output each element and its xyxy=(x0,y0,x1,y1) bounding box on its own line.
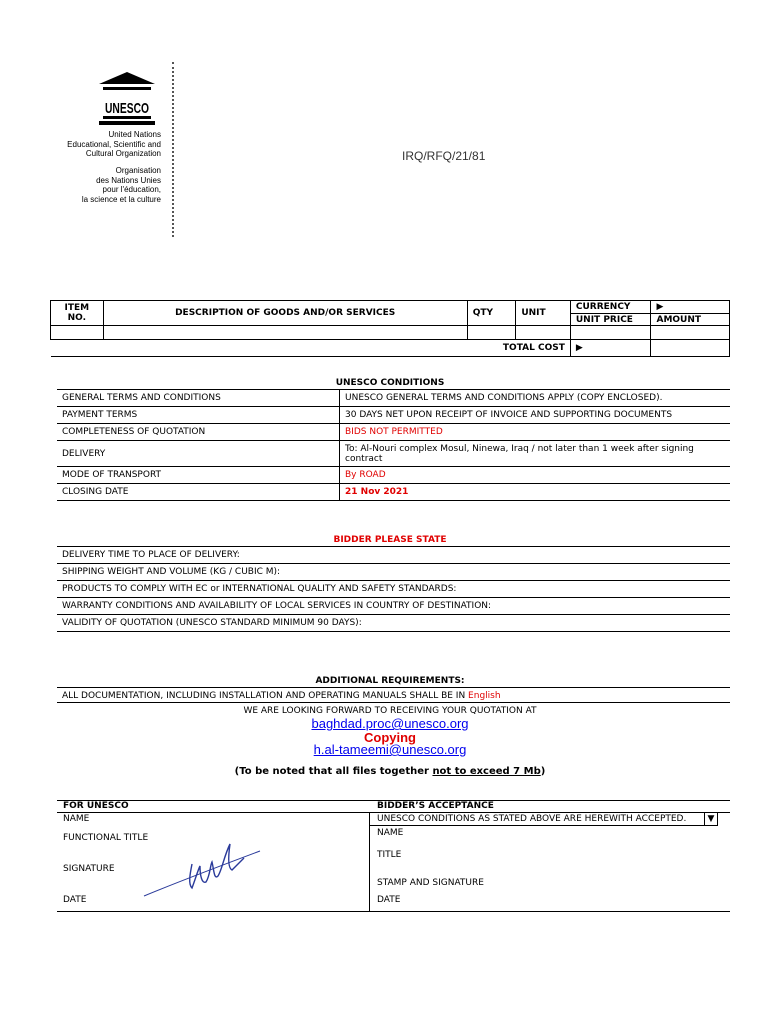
condition-value: 30 DAYS NET UPON RECEIPT OF INVOICE AND SUPPORTING DOCUMENTS xyxy=(340,407,731,424)
description-header: DESCRIPTION OF GOODS AND/OR SERVICES xyxy=(103,301,467,326)
currency-header: CURRENCY xyxy=(570,301,651,314)
condition-value: BIDS NOT PERMITTED xyxy=(340,424,731,441)
bidder-field[interactable]: SHIPPING WEIGHT AND VOLUME (KG / CUBIC M): xyxy=(57,564,730,581)
currency-arrow-icon: ▶ xyxy=(651,301,730,314)
bidder-name-label: NAME xyxy=(377,828,404,838)
unit-price-cell[interactable] xyxy=(570,326,651,340)
bidder-field[interactable]: VALIDITY OF QUOTATION (UNESCO STANDARD MINIMUM 90 DAYS): xyxy=(57,615,730,632)
total-cost-cell[interactable] xyxy=(651,340,730,357)
unit-price-header: UNIT PRICE xyxy=(570,314,651,326)
bidder-title-label: TITLE xyxy=(377,850,402,860)
item-no-header: ITEM NO. xyxy=(51,301,104,326)
unesco-temple-icon xyxy=(95,70,159,128)
bidder-acceptance-header: BIDDER’S ACCEPTANCE xyxy=(377,801,494,811)
amount-header: AMOUNT xyxy=(651,314,730,326)
for-unesco-header: FOR UNESCO xyxy=(63,801,129,811)
conditions-table xyxy=(57,389,730,501)
unesco-date-label: DATE xyxy=(63,895,87,905)
unesco-logo xyxy=(55,62,175,237)
condition-value: UNESCO GENERAL TERMS AND CONDITIONS APPLY (COPY ENCLOSED). xyxy=(340,390,731,407)
condition-value: By ROAD xyxy=(340,467,731,484)
rfq-reference: IRQ/RFQ/21/81 xyxy=(402,149,486,163)
documentation-language-line: ALL DOCUMENTATION, INCLUDING INSTALLATION AND OPERATING MANUALS SHALL BE IN English xyxy=(57,687,730,703)
bidder-state-table xyxy=(57,546,730,632)
copying-label: Copying xyxy=(364,730,416,745)
forward-text: WE ARE LOOKING FORWARD TO RECEIVING YOUR QUOTATION AT xyxy=(243,706,537,716)
unit-cell[interactable] xyxy=(516,326,571,340)
condition-label: MODE OF TRANSPORT xyxy=(57,467,340,484)
qty-cell[interactable] xyxy=(467,326,516,340)
bidder-field[interactable]: PRODUCTS TO COMPLY WITH EC or INTERNATIONAL QUALITY AND SAFETY STANDARDS: xyxy=(57,581,730,598)
unesco-name-label: NAME xyxy=(63,814,90,824)
logo-english-name: United Nations Educational, Scientific and Cultural Organization xyxy=(67,130,161,158)
condition-label: DELIVERY xyxy=(57,441,340,467)
file-size-note: (To be noted that all files together not to exceed 7 Mb) xyxy=(234,766,546,777)
email-copy-link[interactable]: h.al-tameemi@unesco.org xyxy=(313,742,467,757)
conditions-title: UNESCO CONDITIONS xyxy=(335,378,445,388)
condition-label: COMPLETENESS OF QUOTATION xyxy=(57,424,340,441)
condition-label: CLOSING DATE xyxy=(57,484,340,501)
items-table xyxy=(50,300,730,357)
bidder-field[interactable]: DELIVERY TIME TO PLACE OF DELIVERY: xyxy=(57,547,730,564)
bidder-state-title: BIDDER PLEASE STATE xyxy=(333,535,447,545)
unesco-wordmark: UNESCO xyxy=(105,100,150,117)
logo-dotted-divider xyxy=(172,62,174,237)
bidder-date-label: DATE xyxy=(377,895,401,905)
total-cost-label: TOTAL COST xyxy=(51,340,571,357)
acceptance-divider xyxy=(369,812,370,912)
chevron-down-icon[interactable]: ▼ xyxy=(704,813,718,826)
logo-french-name: Organisation des Nations Unies pour l'éducation, la science et la culture xyxy=(81,166,161,204)
closing-date-value: 21 Nov 2021 xyxy=(340,484,731,501)
email-primary-link[interactable]: baghdad.proc@unesco.org xyxy=(311,716,469,731)
item-no-cell[interactable] xyxy=(51,326,104,340)
unit-header: UNIT xyxy=(516,301,571,326)
bidder-field[interactable]: WARRANTY CONDITIONS AND AVAILABILITY OF LOCAL SERVICES IN COUNTRY OF DESTINATION: xyxy=(57,598,730,615)
total-cost-arrow-icon: ▶ xyxy=(570,340,651,357)
condition-label: GENERAL TERMS AND CONDITIONS xyxy=(57,390,340,407)
description-cell[interactable] xyxy=(103,326,467,340)
qty-header: QTY xyxy=(467,301,516,326)
unesco-functional-title-label: FUNCTIONAL TITLE xyxy=(63,833,149,843)
additional-requirements-title: ADDITIONAL REQUIREMENTS: xyxy=(315,676,465,686)
amount-cell[interactable] xyxy=(651,326,730,340)
documentation-language: English xyxy=(468,691,501,701)
condition-value: To: Al-Nouri complex Mosul, Ninewa, Iraq / not later than 1 week after signing contract xyxy=(340,441,731,467)
condition-label: PAYMENT TERMS xyxy=(57,407,340,424)
unesco-signature-label: SIGNATURE xyxy=(63,864,115,874)
acceptance-statement: UNESCO CONDITIONS AS STATED ABOVE ARE HEREWITH ACCEPTED. xyxy=(370,813,704,826)
acceptance-bottom-rule xyxy=(57,911,730,912)
bidder-stamp-label: STAMP AND SIGNATURE xyxy=(377,878,484,888)
handwritten-signature xyxy=(140,836,265,901)
